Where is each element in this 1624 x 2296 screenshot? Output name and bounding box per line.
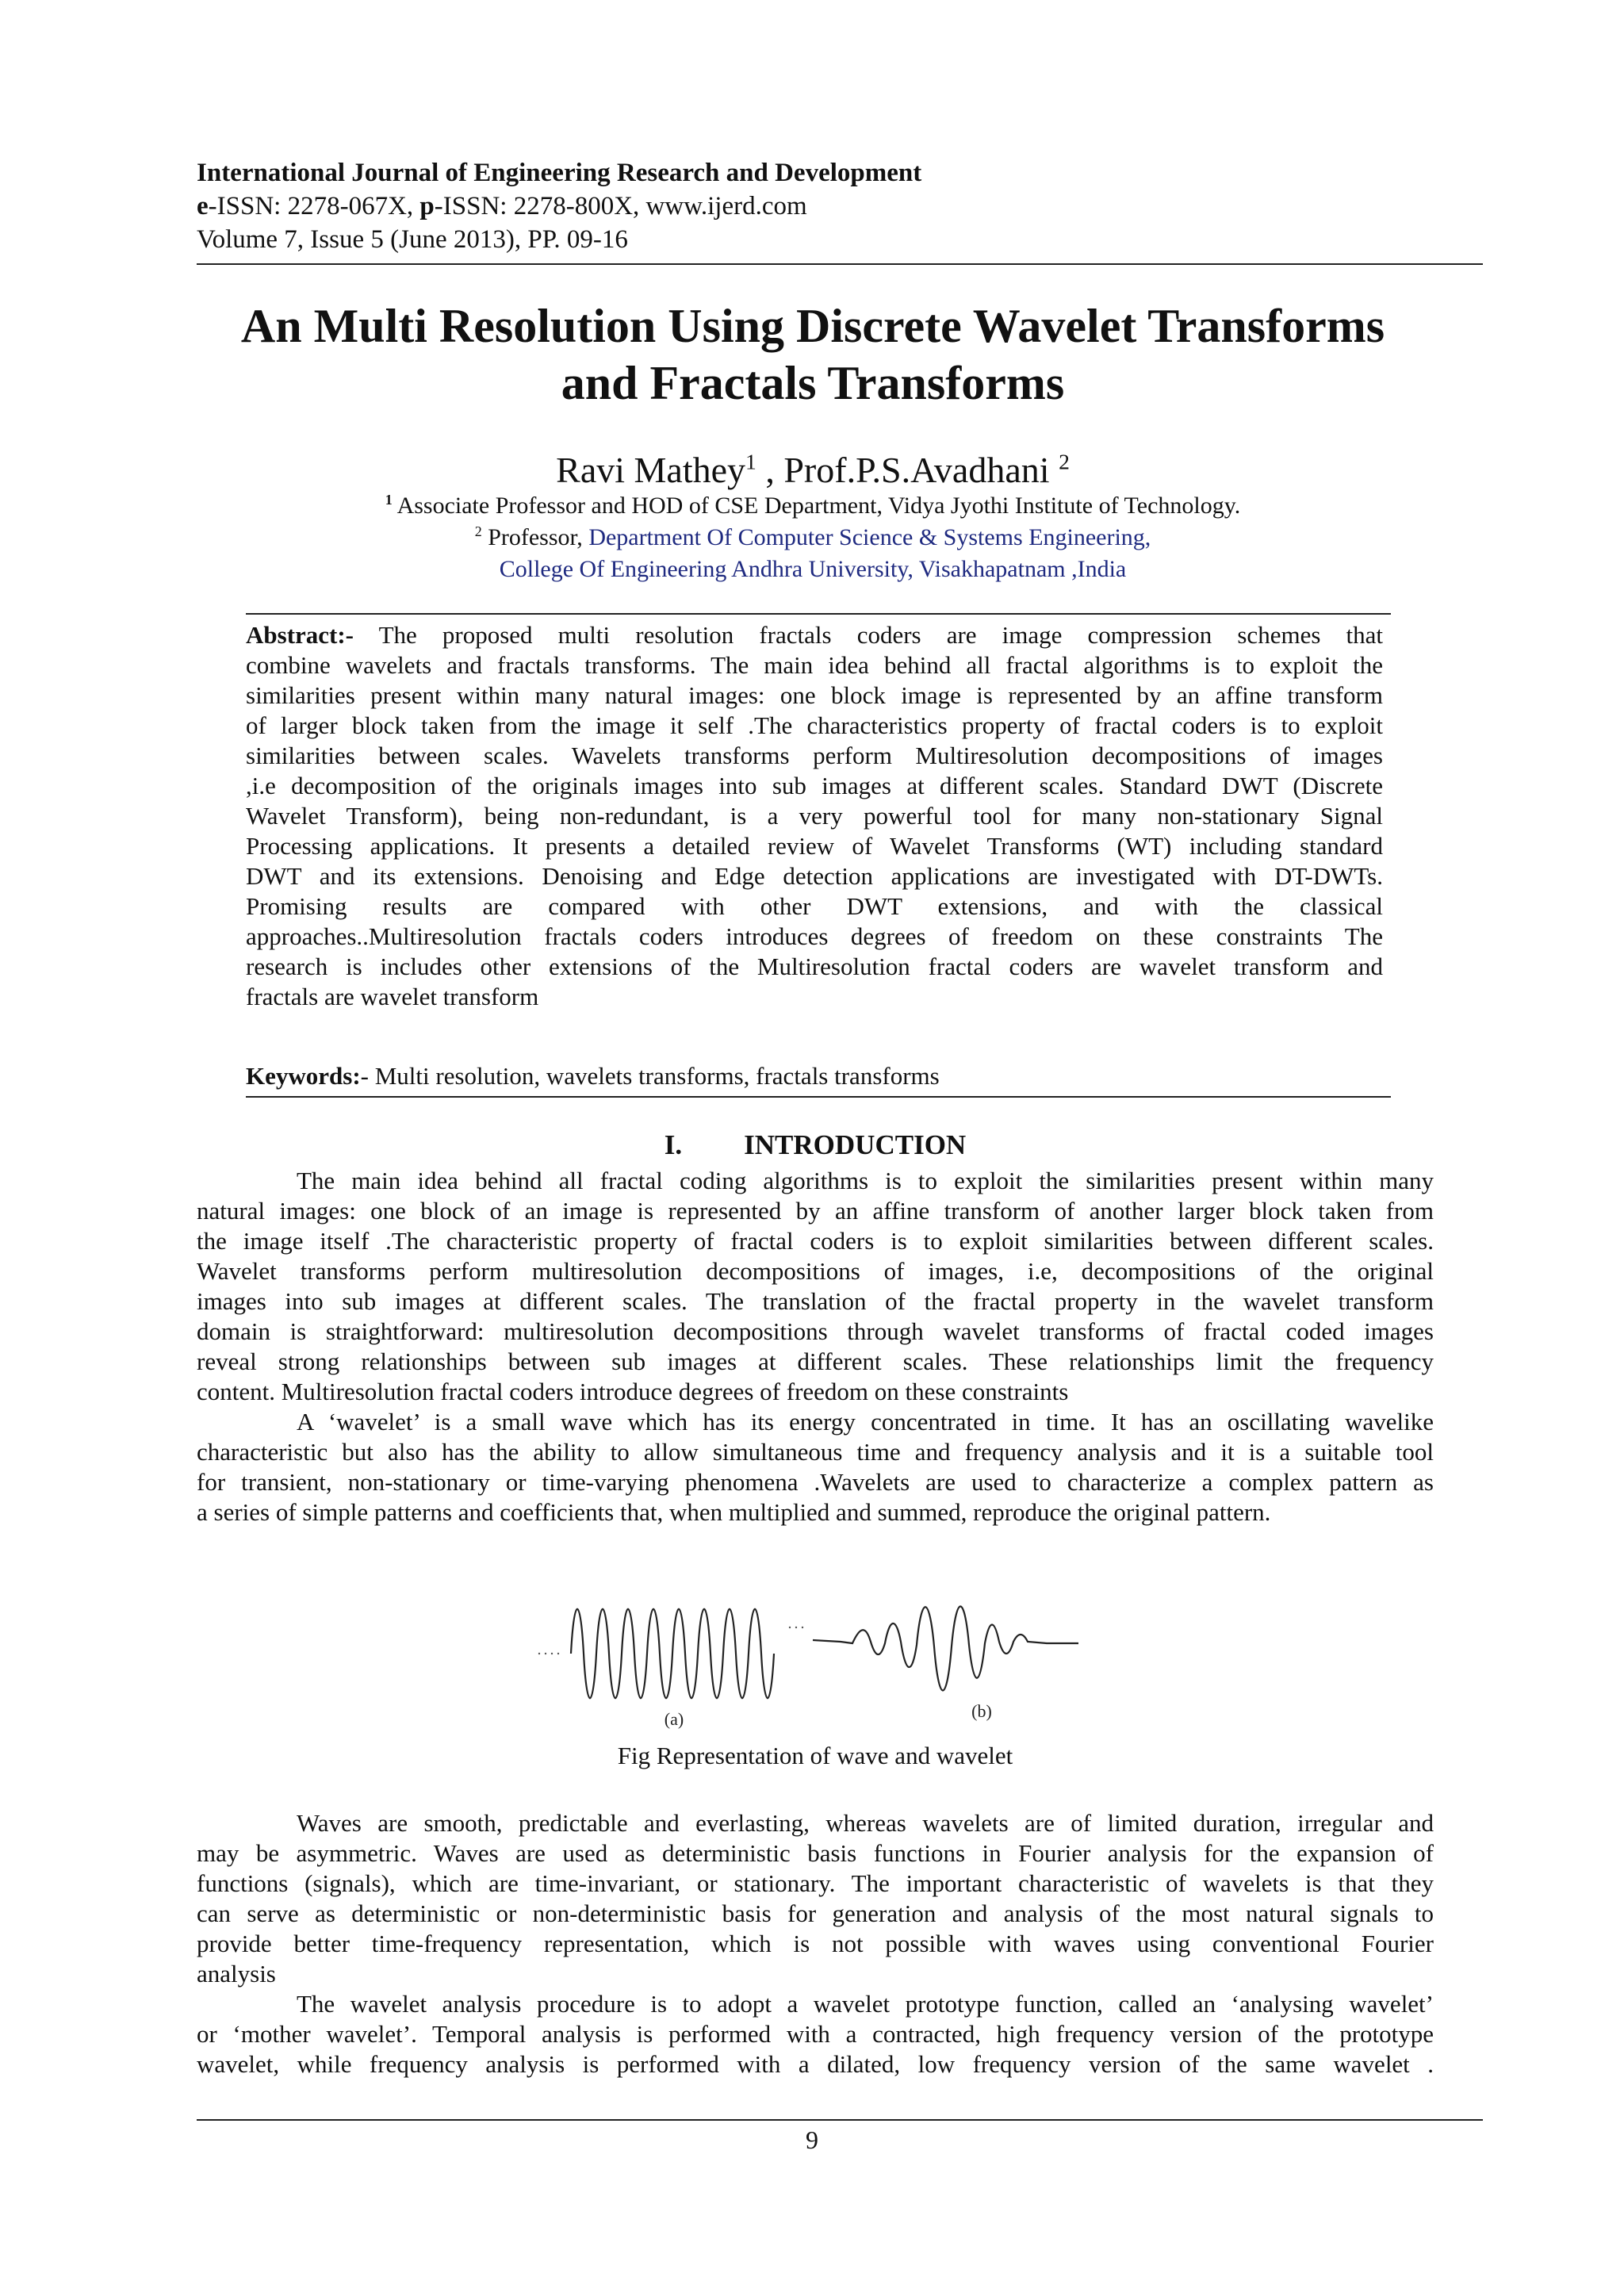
abstract-line: similarities between scales. Wavelets transforms perform Multiresolution decompositions of images (246, 742, 1383, 769)
affiliations (143, 490, 1483, 585)
paragraph-line: a series of simple patterns and coefficients that, when multiplied and summed, reproduce the original pattern. (197, 1498, 1271, 1526)
paragraph-line: Waves are smooth, predictable and everlasting, whereas wavelets are of limited duration, irregular and (297, 1809, 1434, 1837)
section-heading (197, 1129, 1434, 1161)
paper-title (143, 297, 1483, 412)
paragraph-line: provide better time-frequency representation, which is not possible with waves using conventional Fourier (197, 1930, 1434, 1957)
paragraph-line: analysis (197, 1960, 276, 1987)
author-2: Prof.P.S.Avadhani (783, 450, 1059, 490)
paragraph-line: or ‘mother wavelet’. Temporal analysis is performed with a contracted, high frequency version of the prototype (197, 2020, 1434, 2048)
section-title: INTRODUCTION (744, 1129, 967, 1160)
paragraph-line: can serve as deterministic or non-deterministic basis for generation and analysis of the most natural signals to (197, 1899, 1434, 1927)
abstract-line: Promising results are compared with other DWT extensions, and with the classical (246, 892, 1383, 920)
paragraph-line: natural images: one block of an image is represented by an affine transform of another larger block taken from (197, 1197, 1434, 1225)
abstract-line: ,i.e decomposition of the originals images into sub images at different scales. Standard DWT (Discrete (246, 772, 1383, 799)
wave-wavelet-figure (523, 1578, 1126, 1729)
wavelet-signal (813, 1606, 1078, 1690)
author-line (143, 449, 1483, 491)
header-rule (197, 263, 1483, 265)
paragraph-line: A ‘wavelet’ is a small wave which has its energy concentrated in time. It has an oscillating wavelike (297, 1408, 1434, 1435)
abstract-label: Abstract:- (246, 621, 354, 649)
figure-label-a: (a) (664, 1709, 684, 1729)
dot (557, 1653, 559, 1654)
paragraph-line: domain is straightforward: multiresolution decompositions through wavelet transforms of fractal coded images (197, 1317, 1434, 1345)
abstract-line: approaches..Multiresolution fractals coders introduces degrees of freedom on these constraints The (246, 922, 1383, 950)
affiliation-2: $^2$ Professor, Department Of Computer Science & Systems Engineering, (474, 523, 1151, 550)
paragraph-line: The main idea behind all fractal coding algorithms is to exploit the similarities present within many (297, 1167, 1434, 1194)
intro-paragraph-2 (197, 1407, 1434, 1527)
body-paragraph-4 (197, 1989, 1434, 2079)
abstract-line: fractals are wavelet transform (246, 983, 539, 1010)
paragraph-line: characteristic but also has the ability to allow simultaneous time and frequency analysis and it is a suitable tool (197, 1438, 1434, 1466)
journal-issn: e-ISSN: 2278-067X, p-ISSN: 2278-800X, www.ijerd.com (197, 192, 807, 220)
author-1: Ravi Mathey (556, 450, 746, 490)
dot (538, 1653, 540, 1654)
keywords-text: - Multi resolution, wavelets transforms, fractals transforms (360, 1062, 940, 1090)
abstract-line: Wavelet Transform), being non-redundant, is a very powerful tool for many non-stationary Signal (246, 802, 1383, 830)
affiliation-2-department: Department Of Computer Science & Systems Engineering, (588, 524, 1151, 550)
dot (789, 1627, 791, 1628)
dot (802, 1627, 803, 1628)
page-number: 9 (806, 2125, 818, 2154)
paragraph-line: may be asymmetric. Waves are used as deterministic basis functions in Fourier analysis for the expansion of (197, 1839, 1434, 1867)
abstract-line: research is includes other extensions of the Multiresolution fractal coders are wavelet transform and (246, 953, 1383, 980)
title-line-2: and Fractals Transforms (561, 357, 1065, 409)
abstract-line: combine wavelets and fractals transforms. The main idea behind all fractal algorithms is to exploit the (246, 651, 1383, 679)
paragraph-line: for transient, non-stationary or time-varying phenomena .Wavelets are used to characterize a complex pattern as (197, 1468, 1434, 1496)
title-line-1: An Multi Resolution Using Discrete Wavelet Transforms (240, 300, 1385, 352)
intro-paragraph-1 (197, 1166, 1434, 1407)
body-paragraph-3 (197, 1808, 1434, 1989)
abstract-line: Abstract:- The proposed multi resolution fractals coders are image compression schemes that (246, 621, 1383, 649)
paragraph-line: The wavelet analysis procedure is to adopt a wavelet prototype function, called an ‘analysing wavelet’ (297, 1990, 1434, 2018)
paragraph-line: Wavelet transforms perform multiresolution decompositions of images, i.e, decompositions of the original (197, 1257, 1434, 1285)
paragraph-line: images into sub images at different scales. The translation of the fractal property in the wavelet transform (197, 1287, 1434, 1315)
abstract-top-rule (246, 613, 1391, 615)
section-number: I. (664, 1129, 683, 1160)
dot (795, 1627, 797, 1628)
dot (551, 1653, 553, 1654)
figure-label-b: (b) (971, 1701, 992, 1721)
paragraph-line: the image itself .The characteristic property of fractal coders is to exploit similarities between different scales. (197, 1227, 1434, 1255)
abstract-line: DWT and its extensions. Denoising and Edge detection applications are investigated with DT-DWTs. (246, 862, 1383, 890)
paragraph-line: content. Multiresolution fractal coders introduce degrees of freedom on these constraints (197, 1378, 1069, 1405)
footer-rule (197, 2119, 1483, 2121)
paragraph-line: functions (signals), which are time-invariant, or stationary. The important characteristic of wavelets is that they (197, 1869, 1434, 1897)
journal-header (197, 156, 921, 256)
figure-caption: Fig Representation of wave and wavelet (617, 1742, 1013, 1769)
keywords (246, 1061, 1383, 1091)
abstract-line: similarities present within many natural images: one block image is represented by an affine transform (246, 681, 1383, 709)
author-sep: , (756, 450, 784, 490)
dot (545, 1653, 546, 1654)
paragraph-line: wavelet, while frequency analysis is performed with a dilated, low frequency version of the same wavelet . (197, 2050, 1434, 2078)
abstract-line: Processing applications. It presents a detailed review of Wavelet Transforms (WT) including standard (246, 832, 1383, 860)
journal-name: International Journal of Engineering Research and Development (197, 159, 922, 187)
paragraph-line: reveal strong relationships between sub images at different scales. These relationships limit the frequency (197, 1347, 1434, 1375)
abstract (246, 620, 1383, 1012)
keywords-label: Keywords: (246, 1062, 361, 1090)
author-2-sup: 2 (1059, 449, 1070, 474)
affiliation-1: $^1$ Associate Professor and HOD of CSE Department, Vidya Jyothi Institute of Technology. (385, 492, 1241, 519)
keywords-rule (246, 1096, 1391, 1098)
journal-volume: Volume 7, Issue 5 (June 2013), PP. 09-16 (197, 225, 628, 254)
affiliation-2-college: College Of Engineering Andhra University, Visakhapatnam ,India (499, 556, 1127, 582)
abstract-line: of larger block taken from the image it self .The characteristics property of fractal coders is to exploit (246, 711, 1383, 739)
author-1-sup: 1 (745, 449, 756, 474)
wave-signal (571, 1609, 774, 1699)
